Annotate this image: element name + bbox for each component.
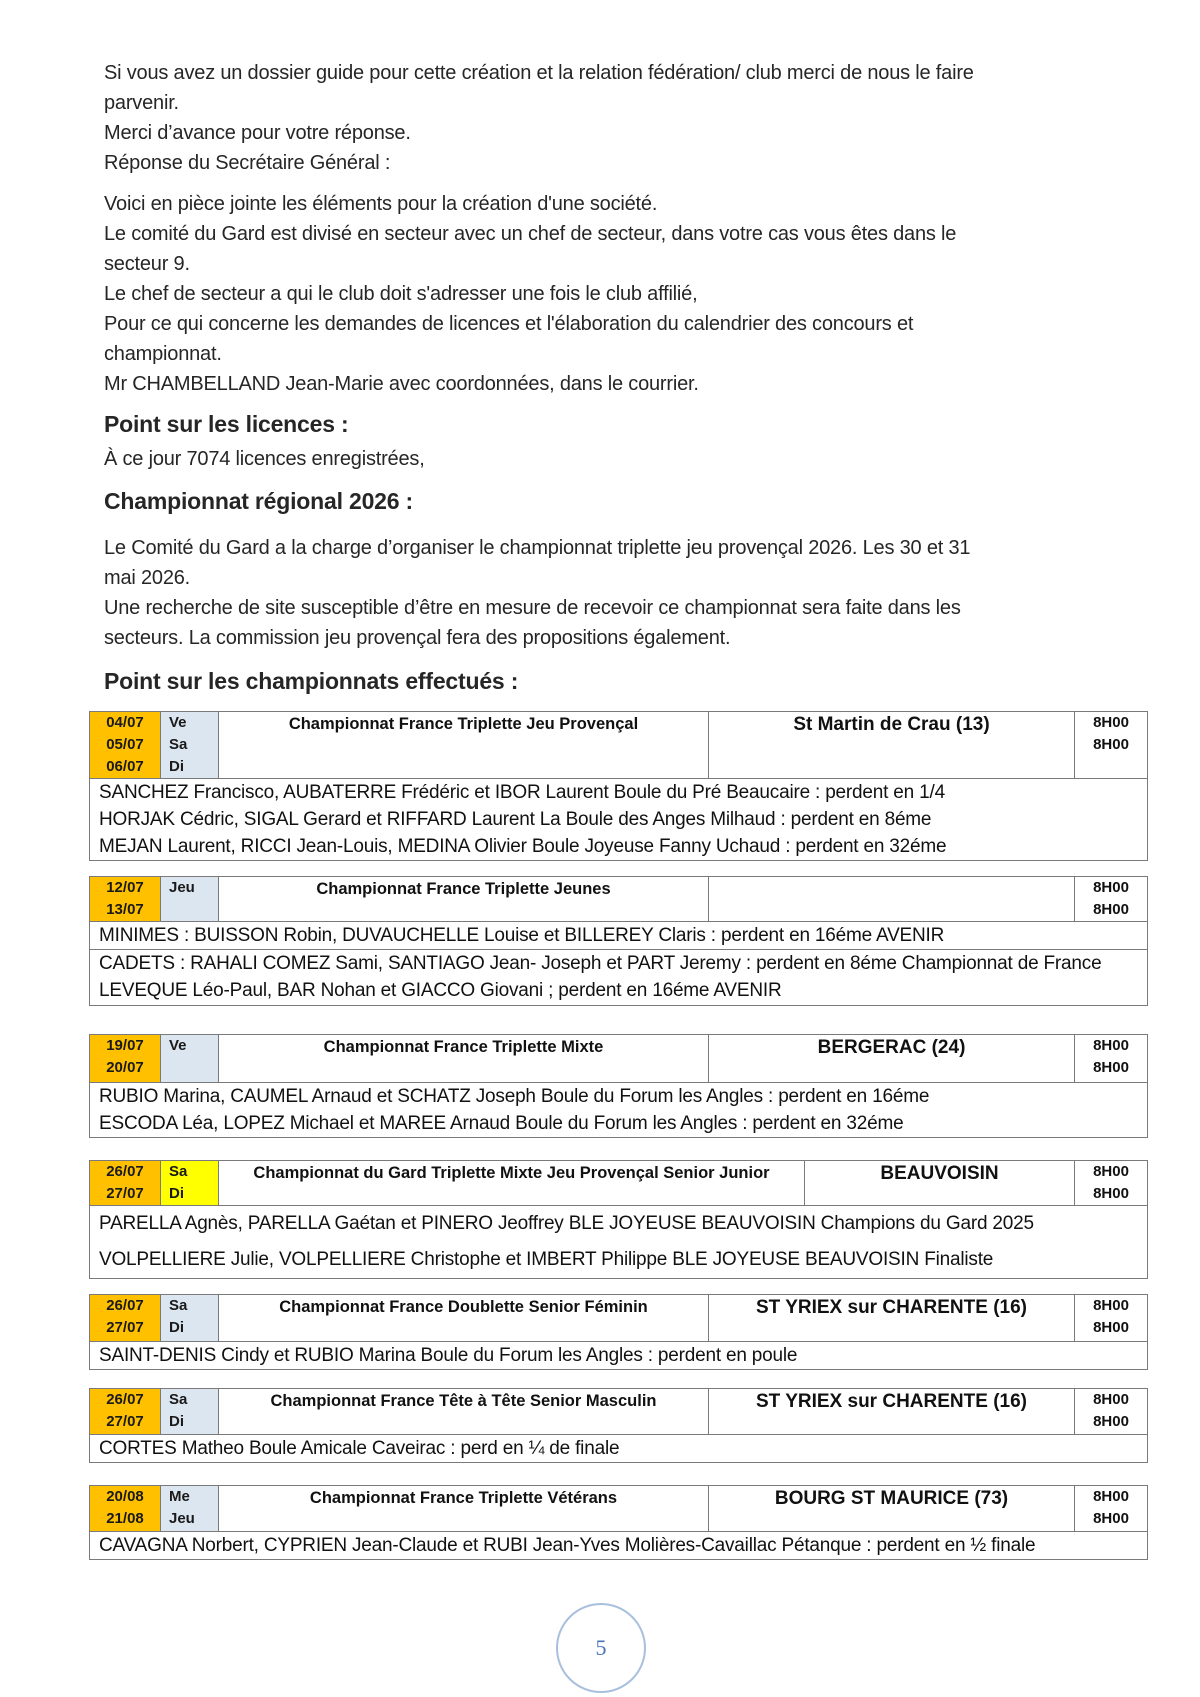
result-line: LEVEQUE Léo-Paul, BAR Nohan et GIACCO Giovani ; perdent en 16éme AVENIR <box>99 980 782 1001</box>
event-time: 8H00 <box>1093 714 1129 731</box>
page-number <box>556 1603 646 1693</box>
event-title: Championnat du Gard Triplette Mixte Jeu Provençal Senior Junior <box>219 1161 805 1206</box>
result-line: SANCHEZ Francisco, AUBATERRE Frédéric et IBOR Laurent Boule du Pré Beaucaire : perdent en 1/4 <box>99 782 945 803</box>
event-day: Me <box>169 1488 190 1505</box>
event-time: 8H00 <box>1093 1297 1129 1314</box>
event-results <box>90 1532 1148 1560</box>
event-table <box>89 1034 1148 1138</box>
championships-heading: Point sur les championnats effectués : <box>104 668 519 694</box>
event-date: 27/07 <box>106 1413 144 1430</box>
event-times <box>1075 877 1148 922</box>
event-time: 8H00 <box>1093 736 1129 753</box>
event-table <box>89 1160 1148 1279</box>
result-line: CADETS : RAHALI COMEZ Sami, SANTIAGO Jean- Joseph et PART Jeremy : perdent en 8éme Championnat de France <box>99 953 1102 974</box>
event-time: 8H00 <box>1093 1488 1129 1505</box>
page-number-text: 5 <box>595 1635 607 1660</box>
event-table <box>89 876 1148 1006</box>
event-location: BEAUVOISIN <box>805 1161 1075 1206</box>
result-line: RUBIO Marina, CAUMEL Arnaud et SCHATZ Joseph Boule du Forum les Angles : perdent en 16éme <box>99 1086 930 1107</box>
event-title: Championnat France Triplette Jeu Provençal <box>219 712 709 779</box>
regional-line: Une recherche de site susceptible d’être en mesure de recevoir ce championnat sera faite dans les <box>104 597 961 619</box>
event-times <box>1075 1389 1148 1435</box>
event-times <box>1075 1161 1148 1206</box>
event-day: Sa <box>169 736 188 753</box>
event-date: 12/07 <box>106 879 144 896</box>
event-title: Championnat France Triplette Mixte <box>219 1035 709 1083</box>
event-location: St Martin de Crau (13) <box>709 712 1075 779</box>
event-date: 04/07 <box>106 714 144 731</box>
result-line: MINIMES : BUISSON Robin, DUVAUCHELLE Louise et BILLEREY Claris : perdent en 16éme AVENIR <box>99 925 945 946</box>
result-line: SAINT-DENIS Cindy et RUBIO Marina Boule du Forum les Angles : perdent en poule <box>99 1345 798 1366</box>
reply-line: Voici en pièce jointe les éléments pour la création d'une société. <box>104 193 658 215</box>
event-time: 8H00 <box>1093 1037 1129 1054</box>
event-day: Di <box>169 758 184 775</box>
reply-line: championnat. <box>104 343 222 365</box>
event-time: 8H00 <box>1093 1413 1129 1430</box>
event-title: Championnat France Triplette Jeunes <box>219 877 709 922</box>
event-results <box>90 779 1148 861</box>
event-table <box>89 1485 1148 1560</box>
event-days <box>161 1035 219 1083</box>
event-table <box>89 1294 1148 1370</box>
event-dates <box>90 1295 161 1342</box>
event-date: 21/08 <box>106 1510 144 1527</box>
event-results <box>90 1083 1148 1138</box>
event-day: Sa <box>169 1297 188 1314</box>
event-days <box>161 1161 219 1206</box>
event-location: BOURG ST MAURICE (73) <box>709 1486 1075 1532</box>
event-title: Championnat France Triplette Vétérans <box>219 1486 709 1532</box>
event-location: BERGERAC (24) <box>709 1035 1075 1083</box>
event-date: 13/07 <box>106 901 144 918</box>
reply-line: Mr CHAMBELLAND Jean-Marie avec coordonnées, dans le courrier. <box>104 373 699 395</box>
event-day: Di <box>169 1319 184 1336</box>
event-time: 8H00 <box>1093 1510 1129 1527</box>
intro-line: Merci d’avance pour votre réponse. <box>104 122 411 144</box>
event-location <box>709 877 1075 922</box>
regional-line: secteurs. La commission jeu provençal fera des propositions également. <box>104 627 731 649</box>
result-line: CORTES Matheo Boule Amicale Caveirac : perd en ¼ de finale <box>99 1438 620 1459</box>
intro-line: Réponse du Secrétaire Général : <box>104 152 391 174</box>
event-day: Di <box>169 1413 184 1430</box>
event-title: Championnat France Doublette Senior Féminin <box>219 1295 709 1342</box>
reply-line: Le comité du Gard est divisé en secteur avec un chef de secteur, dans votre cas vous êtes dans le <box>104 223 957 245</box>
event-date: 27/07 <box>106 1319 144 1336</box>
result-line: CAVAGNA Norbert, CYPRIEN Jean-Claude et RUBI Jean-Yves Molières-Cavaillac Pétanque : perdent en ½ finale <box>99 1535 1036 1556</box>
event-time: 8H00 <box>1093 901 1129 918</box>
event-day: Jeu <box>169 879 195 896</box>
event-times <box>1075 712 1148 779</box>
event-results <box>90 922 1148 950</box>
result-line: VOLPELLIERE Julie, VOLPELLIERE Christophe et IMBERT Philippe BLE JOYEUSE BEAUVOISIN Finaliste <box>99 1249 994 1270</box>
event-date: 06/07 <box>106 758 144 775</box>
reply-line: Le chef de secteur a qui le club doit s'adresser une fois le club affilié, <box>104 283 698 305</box>
event-date: 05/07 <box>106 736 144 753</box>
event-dates <box>90 1035 161 1083</box>
event-time: 8H00 <box>1093 1163 1129 1180</box>
event-day: Ve <box>169 714 187 731</box>
regional-line: Le Comité du Gard a la charge d’organiser le championnat triplette jeu provençal 2026. Les 30 et 31 <box>104 537 971 559</box>
event-day: Sa <box>169 1163 188 1180</box>
intro-line: Si vous avez un dossier guide pour cette création et la relation fédération/ club merci de nous le faire <box>104 62 974 84</box>
event-date: 26/07 <box>106 1297 144 1314</box>
event-dates <box>90 1161 161 1206</box>
event-day: Di <box>169 1185 184 1202</box>
result-line: HORJAK Cédric, SIGAL Gerard et RIFFARD Laurent La Boule des Anges Milhaud : perdent en 8éme <box>99 809 932 830</box>
event-results <box>90 950 1148 1006</box>
regional-heading: Championnat régional 2026 : <box>104 488 413 514</box>
event-title: Championnat France Tête à Tête Senior Masculin <box>219 1389 709 1435</box>
event-dates <box>90 712 161 779</box>
event-time: 8H00 <box>1093 1391 1129 1408</box>
event-day: Jeu <box>169 1510 195 1527</box>
event-dates <box>90 1389 161 1435</box>
result-line: PARELLA Agnès, PARELLA Gaétan et PINERO Jeoffrey BLE JOYEUSE BEAUVOISIN Champions du Gard 2025 <box>99 1213 1034 1234</box>
event-date: 20/07 <box>106 1059 144 1076</box>
event-day: Ve <box>169 1037 187 1054</box>
licences-text: À ce jour 7074 licences enregistrées, <box>104 448 425 470</box>
regional-line: mai 2026. <box>104 567 191 589</box>
event-dates <box>90 877 161 922</box>
event-times <box>1075 1295 1148 1342</box>
event-date: 20/08 <box>106 1488 144 1505</box>
event-table <box>89 711 1148 861</box>
event-time: 8H00 <box>1093 879 1129 896</box>
result-line: MEJAN Laurent, RICCI Jean-Louis, MEDINA Olivier Boule Joyeuse Fanny Uchaud : perdent en 32éme <box>99 836 947 857</box>
event-time: 8H00 <box>1093 1319 1129 1336</box>
event-time: 8H00 <box>1093 1185 1129 1202</box>
event-days <box>161 877 219 922</box>
event-days <box>161 1486 219 1532</box>
event-day: Sa <box>169 1391 188 1408</box>
event-dates <box>90 1486 161 1532</box>
event-days <box>161 712 219 779</box>
event-results <box>90 1435 1148 1463</box>
licences-heading: Point sur les licences : <box>104 411 349 437</box>
event-days <box>161 1389 219 1435</box>
event-date: 26/07 <box>106 1163 144 1180</box>
reply-line: Pour ce qui concerne les demandes de licences et l'élaboration du calendrier des concours et <box>104 313 914 335</box>
event-date: 26/07 <box>106 1391 144 1408</box>
event-date: 19/07 <box>106 1037 144 1054</box>
event-date: 27/07 <box>106 1185 144 1202</box>
event-times <box>1075 1035 1148 1083</box>
event-days <box>161 1295 219 1342</box>
event-results <box>90 1206 1148 1279</box>
reply-line: secteur 9. <box>104 253 190 275</box>
event-results <box>90 1342 1148 1370</box>
event-location: ST YRIEX sur CHARENTE (16) <box>709 1295 1075 1342</box>
result-line: ESCODA Léa, LOPEZ Michael et MAREE Arnaud Boule du Forum les Angles : perdent en 32éme <box>99 1113 904 1134</box>
event-times <box>1075 1486 1148 1532</box>
event-table <box>89 1388 1148 1463</box>
intro-line: parvenir. <box>104 92 179 114</box>
event-location: ST YRIEX sur CHARENTE (16) <box>709 1389 1075 1435</box>
event-time: 8H00 <box>1093 1059 1129 1076</box>
